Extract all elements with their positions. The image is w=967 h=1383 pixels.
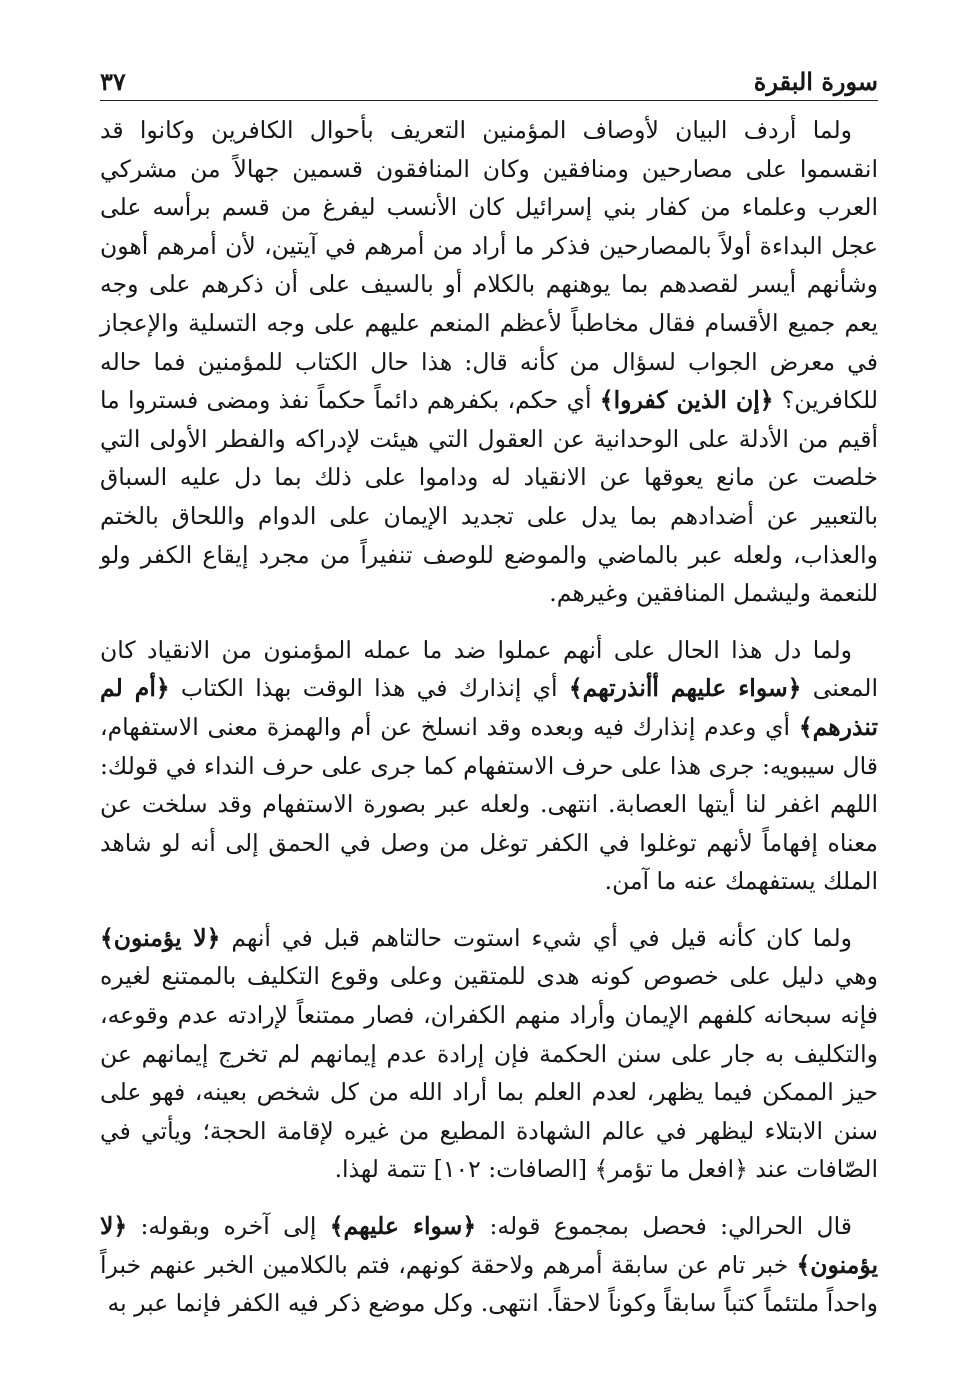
paragraph-text: [الصافات: ١٠٢] تتمة لهذا.: [334, 1155, 595, 1184]
paragraph-text: أي وعدم إنذارك فيه وبعده وقد انسلخ عن أم والهمزة معنى الاستفهام، قال سيبويه: جرى هذا على حرف الاستفهام كما جرى على حرف النداء في قولك: اللهم اغفر لنا أيتها العصابة. انتهى. ولعله عبر بصورة الاستفهام وقد سلخت عن معناه إفهاماً لأنهم توغلوا في الكفر توغل من وصل في الحمق إلى أنه لو شاهد الملك يستفهمك عنه ما آمن.: [99, 712, 878, 896]
quran-quote: ﴿لا يؤمنون﴾: [100, 923, 221, 952]
paragraph-1: [100, 111, 878, 613]
paragraph-text: ولما كان كأنه قيل في أي شيء استوت حالتاهم قبل في أنهم: [220, 923, 852, 952]
quran-quote: ﴿أم لم تنذرهم﴾: [100, 674, 878, 741]
paragraph-text: أي حكم، بكفرهم دائماً حكماً نفذ ومضى فستروا ما أقيم من الأدلة على الوحدانية عن العقول التي هيئت لإدراكه والفطر الأولى التي خلصت عن مانع يعوقها عن الانقياد له وداموا على ذلك بما دل عليه السباق بالتعبير عن أضدادهم بما يدل على تجديد الإيمان على الدوام واللحاق بالختم والعذاب، ولعله عبر بالماضي والموضع للوصف تنفيراً من مجرد إيقاع الكفر ولو للنعمة وليشمل المنافقين وغيرهم.: [100, 386, 878, 608]
paragraph-3: [100, 919, 878, 1189]
paragraph-4: [100, 1207, 878, 1323]
quran-quote: ﴿إن الذين كفروا﴾: [599, 386, 774, 415]
paragraph-text: ولما أردف البيان لأوصاف المؤمنين التعريف بأحوال الكافرين وكانوا قد انقسموا على مصارحين ومنافقين وكان المنافقون قسمين جهالاً من مشركي العرب وعلماء من كفار بني إسرائيل كان الأنسب ليفرغ من قسم برأسه على عجل البداءة أولاً بالمصارحين فذكر ما أراد من أمرهم في آيتين، لأن أمرهم أهون وشأنهم أيسر لقصدهم بما يوهنهم بالكلام أو بالسيف على أن ذكرهم على وجه يعم جميع الأقسام فقال مخاطباً لأعظم المنعم عليهم على وجه التسلية والإعجاز في معرض الجواب لسؤال من كأنه قال: هذا حال الكتاب للمؤمنين فما حاله للكافرين؟: [100, 116, 878, 415]
quran-quote-plain: ﴿افعل ما تؤمر﴾: [594, 1155, 748, 1184]
book-page: [100, 62, 878, 1362]
paragraph-text: قال الحرالي: فحصل بمجموع قوله:: [476, 1212, 852, 1241]
paragraph-text: خبر تام عن سابقة أمرهم ولاحقة كونهم، فتم بالكلامين الخبر عنهم خبراً واحداً ملتئماً كتباً سابقاً وكوناً لاحقاً. انتهى. وكل موضع ذكر فيه الكفر فإنما عبر به: [100, 1250, 878, 1318]
paragraph-text: ولما دل هذا الحال على أنهم عملوا ضد ما عمله المؤمنون من الانقياد كان المعنى: [100, 635, 878, 703]
quran-quote: ﴿سواء عليهم أأنذرتهم﴾: [568, 674, 802, 703]
paragraph-text: أي إنذارك في هذا الوقت بهذا الكتاب: [169, 674, 569, 703]
quran-quote: ﴿سواء عليهم﴾: [329, 1212, 477, 1241]
page-number: ٣٧: [100, 67, 126, 96]
paragraph-2: [100, 631, 878, 901]
quran-quote: ﴿لا يؤمنون﴾: [100, 1212, 878, 1279]
running-header: [100, 62, 878, 101]
paragraph-text: وهي دليل على خصوص كونه هدى للمتقين وعلى وقوع التكليف بالممتنع لغيره فإنه سبحانه كلفهم الإيمان وأراد منهم الكفران، فصار ممتنعاً لإرادته عدم وقوعه، والتكليف به جار على سنن الحكمة فإن إرادة عدم إيمانهم لم تخرج إيمانهم عن حيز الممكن فيما يظهر، لعدم العلم بما أراد الله من كل شخص بعينه، فهو على سنن الابتلاء ليظهر في عالم الشهادة المطيع من غيره لإقامة الحجة؛ ويأتي في الصّافات عند: [100, 962, 878, 1184]
body-text: [100, 111, 878, 1323]
surah-title: سورة البقرة: [753, 67, 878, 96]
paragraph-text: إلى آخره وبقوله:: [127, 1212, 330, 1241]
